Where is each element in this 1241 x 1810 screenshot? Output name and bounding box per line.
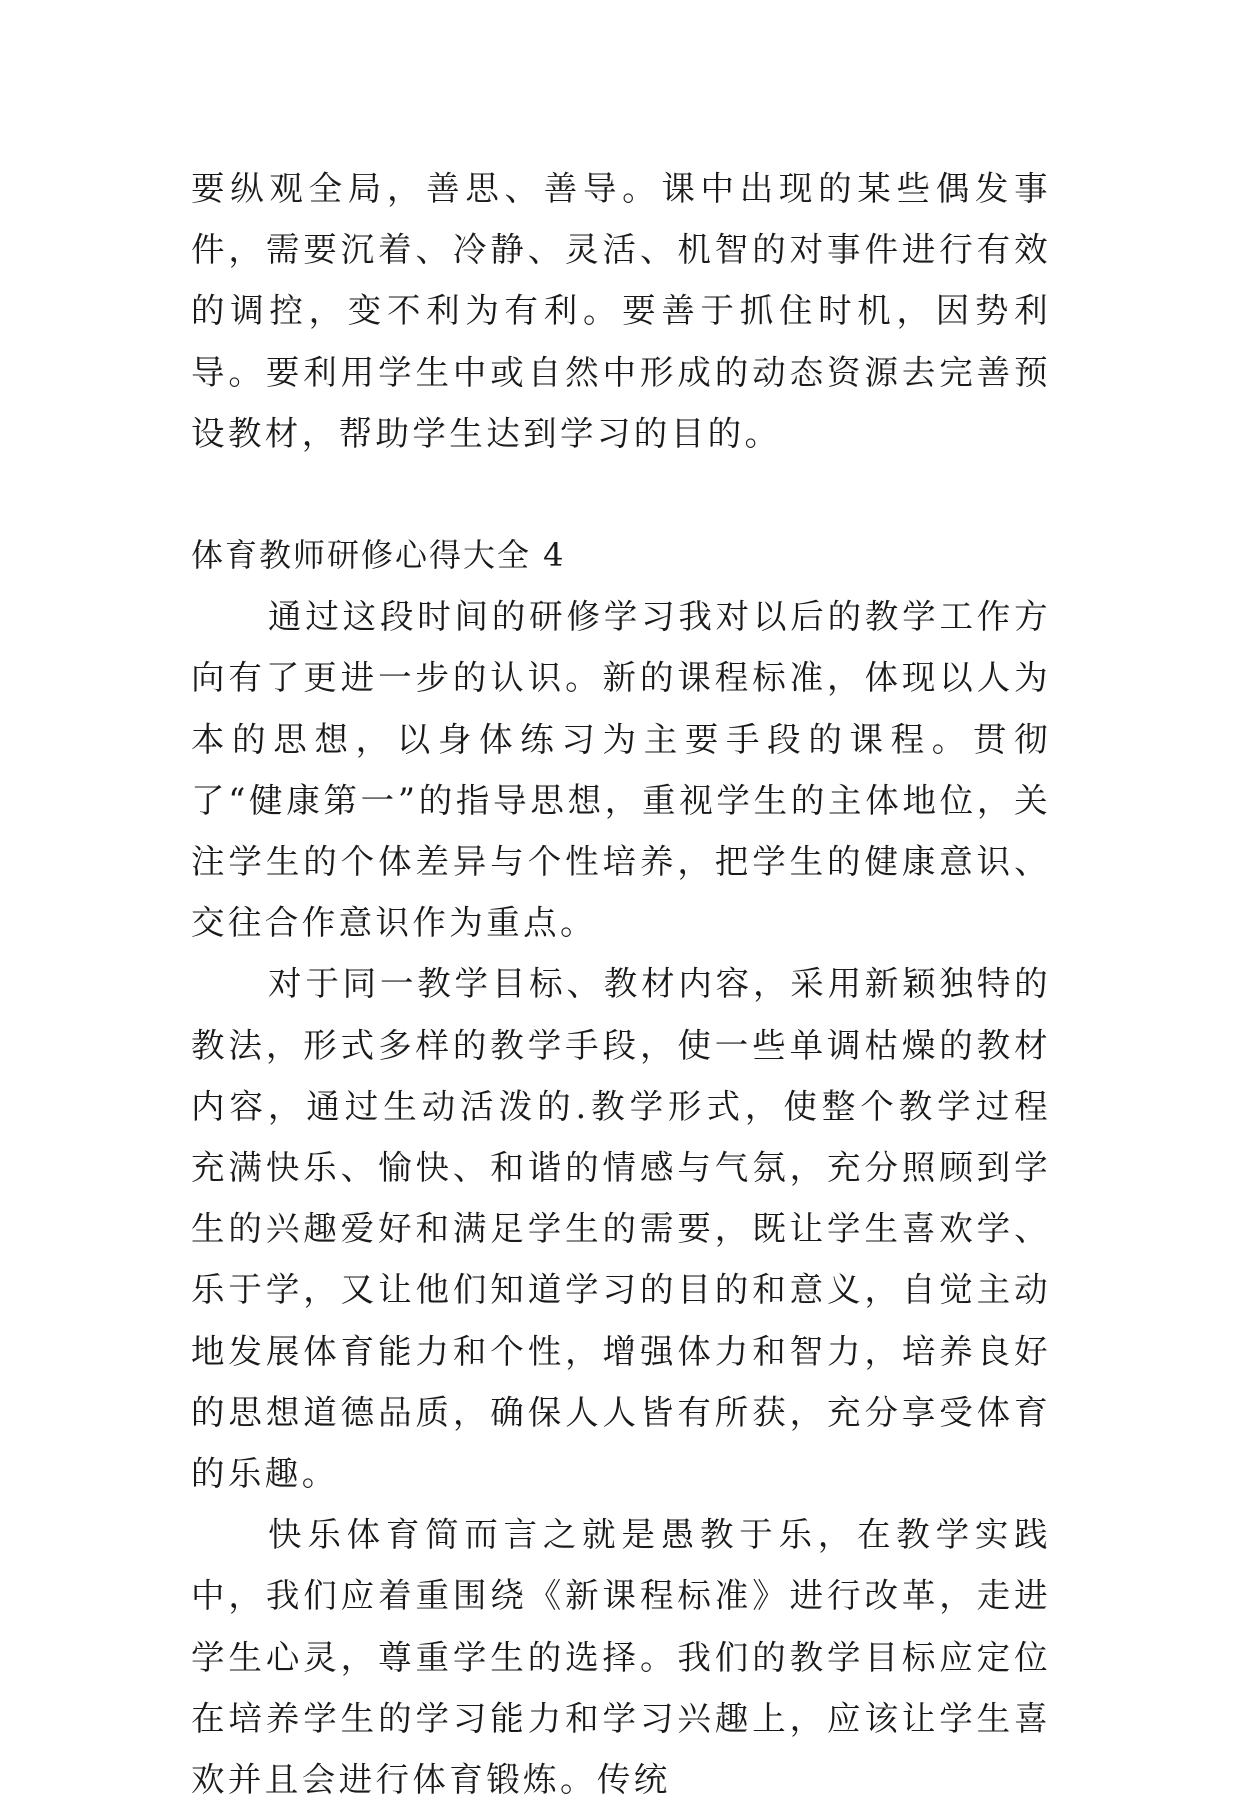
body-paragraph-1: 通过这段时间的研修学习我对以后的教学工作方向有了更进一步的认识。新的课程标准，体现以人为本的思想，以身体练习为主要手段的课程。贯彻了“健康第一”的指导思想，重视学生的主体地位，关注学生的个体差异与个性培养，把学生的健康意识、交往合作意识作为重点。 [191,597,1051,943]
body-paragraph-3: 快乐体育简而言之就是愚教于乐，在教学实践中，我们应着重围绕《新课程标准》进行改革，走进学生心灵，尊重学生的选择。我们的教学目标应定位在培养学生的学习能力和学习兴趣上，应该让学生喜欢并且会进行体育锻炼。传统 [191,1515,1051,1800]
section-title: 体育教师研修心得大全 4 [191,536,566,575]
continuation-paragraph: 要纵观全局，善思、善导。课中出现的某些偶发事件，需要沉着、冷静、灵活、机智的对事件进行有效的调控，变不利为有利。要善于抓住时机，因势利导。要利用学生中或自然中形成的动态资源去完善预设教材，帮助学生达到学习的目的。 [191,169,1051,453]
document-page [191,158,1051,1810]
body-paragraph-2: 对于同一教学目标、教材内容，采用新颖独特的教法，形式多样的教学手段，使一些单调枯燥的教材内容，通过生动活泼的.教学形式，使整个教学过程充满快乐、愉快、和谐的情感与气氛，充分照顾到学生的兴趣爱好和满足学生的需要，既让学生喜欢学、乐于学，又让他们知道学习的目的和意义，自觉主动地发展体育能力和个性，增强体力和智力，培养良好的思想道德品质，确保人人皆有所获，充分享受体育的乐趣。 [191,964,1051,1494]
